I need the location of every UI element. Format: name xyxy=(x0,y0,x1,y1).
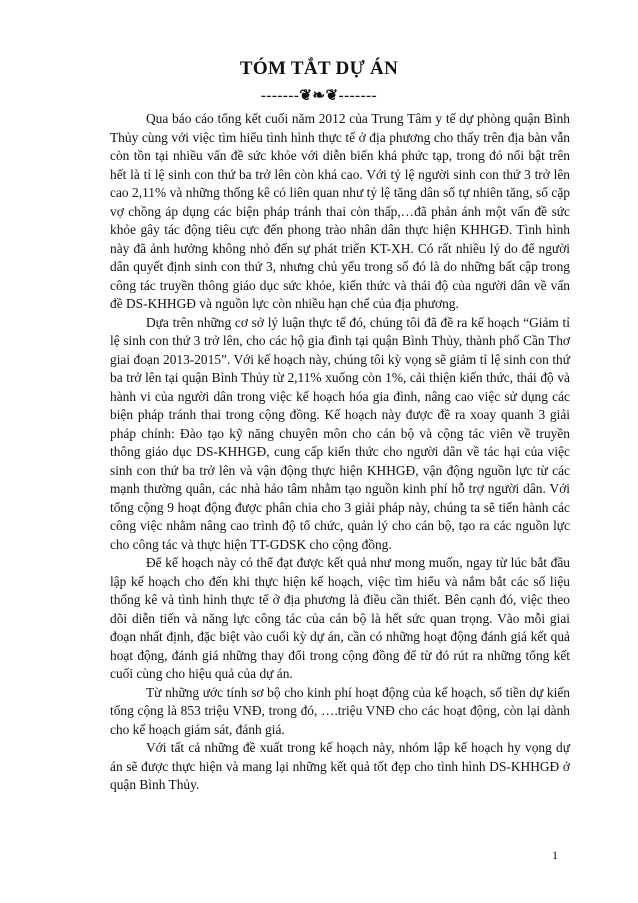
paragraph: Với tất cả những đề xuất trong kế hoạch này, nhóm lập kế hoạch hy vọng dự án sẽ được thực hiện và mang lại những kết quả tốt đẹp cho tình hình DS-KHHGĐ ở quận Bình Thủy. xyxy=(110,740,570,792)
paragraph: Để kế hoạch này có thể đạt được kết quả như mong muốn, ngay từ lúc bắt đầu lập kế hoạch cho đến khi thực hiện kế hoạch, việc tìm hiểu và nắm bắt các số liệu thống kê và tình hình thực tế ở địa phương là điều cần thiết. Bên cạnh đó, việc theo dõi diễn tiến và năng lực công tác của cán bộ là hết sức quan trọng. Vào mỗi giai đoạn nhất định, đặc biệt vào cuối kỳ dự án, cần có những hoạt động đánh giá kết quả hoạt động, đánh giá những thay đổi trong cộng đồng để từ đó rút ra những tổng kết cuối cùng cho hiệu quả của dự án. xyxy=(110,555,570,681)
paragraph: Dựa trên những cơ sở lý luận thực tế đó, chúng tôi đã đề ra kế hoạch “Giảm tỉ lệ sinh con thứ 3 trở lên, cho các hộ gia đình tại quận Bình Thủy, thành phố Cần Thơ giai đoạn 2013-2015”. Với kế hoạch này, chúng tôi kỳ vọng sẽ giảm tỉ lệ sinh con thứ ba trở lên tại quận Bình Thủy từ 2,11% xuống còn 1%, cải thiện kiến thức, thái độ và hành vi của người dân trong việc kế hoạch hóa gia đình, nâng cao việc sử dụng các biện pháp tránh thai trong cộng đồng. Kế hoạch này được đề ra xoay quanh 3 giải pháp chính: Đào tạo kỹ năng chuyên môn cho cán bộ và cộng tác viên về truyền thông giáo dục DS-KHHGĐ, cung cấp kiến thức cho người dân về tác hại của việc sinh con thứ ba trở lên và vận động thực hiện KHHGĐ, vận động nguồn lực từ các mạnh thường quân, các nhà hảo tâm nhằm tạo nguồn kinh phí hỗ trợ người dân. Với tổng cộng 9 hoạt động được phân chia cho 3 giải pháp này, chúng ta sẽ tiến hành các công việc nhằm nâng cao trình độ tổ chức, quản lý cho cán bộ, tạo ra các nguồn lực cho công tác và thực hiện TT-GDSK cho cộng đồng. xyxy=(110,314,570,552)
page-title: TÓM TẮT DỰ ÁN xyxy=(239,58,399,79)
page-number: 1 xyxy=(552,848,558,862)
paragraph: Qua báo cáo tổng kết cuối năm 2012 của Trung Tâm y tế dự phòng quận Bình Thủy cùng với việc tìm hiểu tình hình thực tế ở địa phương cho thấy trên địa bàn vẫn còn tồn tại nhiều vấn đề sức khỏe với diễn biến khá phức tạp, trong đó nổi bật trên hết là tỉ lệ sinh con thứ ba trở lên còn khá cao. Với tỷ lệ người sinh con thứ 3 trở lên cao 2,11% và những thống kê có liên quan như tỷ lệ tăng dân số tự nhiên tăng, số cặp vợ chồng áp dụng các biện pháp tránh thai còn thấp,…đã phản ánh một vấn đề sức khỏe gây tác động tiêu cực đến phong trào nhân dân thực hiện KHHGĐ. Tình hình này đã ảnh hưởng không nhỏ đến sự phát triển KT-XH. Có rất nhiều lý do để người dân quyết định sinh con thứ 3, nhưng chủ yếu trong số đó là do những bất cập trong công tác truyền thông giáo dục sức khỏe, kiến thức và thái độ của người dân về vấn đề DS-KHHGĐ và nguồn lực còn nhiều hạn chế của địa phương. xyxy=(110,111,570,311)
document-body xyxy=(110,110,570,795)
title-divider: -------❦❧❦------- xyxy=(260,88,378,104)
paragraph: Từ những ước tính sơ bộ cho kinh phí hoạt động của kế hoạch, số tiền dự kiến tổng cộng là 853 triệu VNĐ, trong đó, ….triệu VNĐ cho các hoạt động, còn lại dành cho kế hoạch giám sát, đánh giá. xyxy=(110,684,570,737)
